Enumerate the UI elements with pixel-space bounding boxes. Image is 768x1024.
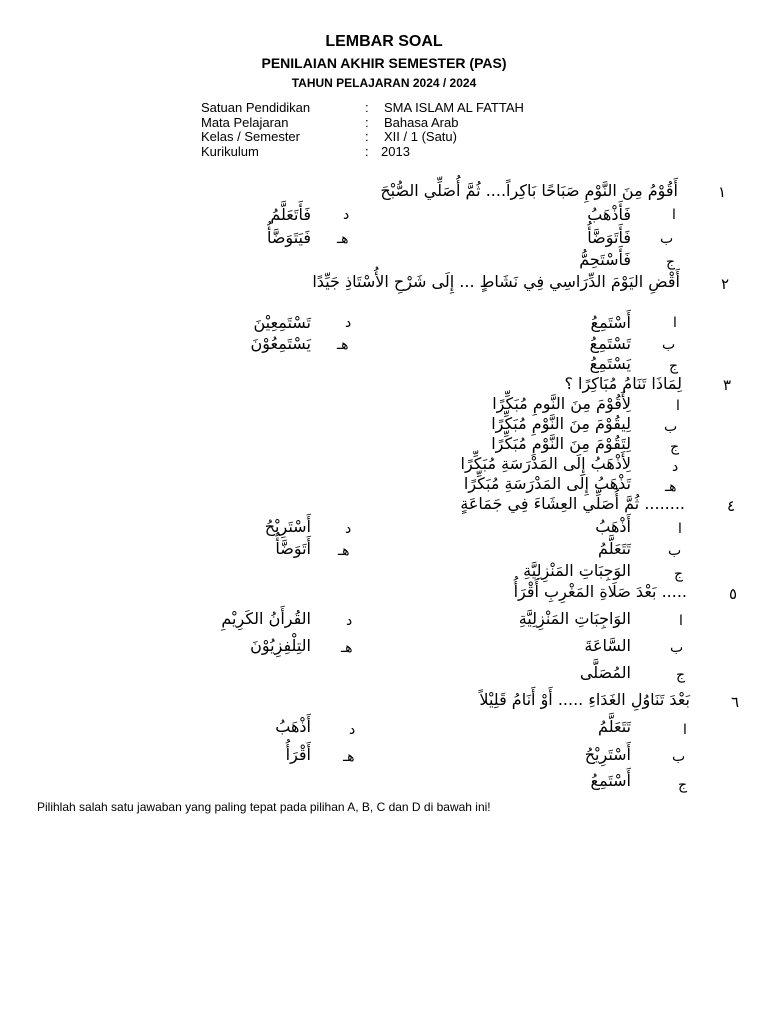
academic-year: TAHUN PELAJARAN 2024 / 2024 <box>291 76 477 90</box>
info-value-school: SMA ISLAM AL FATTAH <box>384 100 524 115</box>
question-number: ٤ <box>727 497 736 515</box>
option-letter: د <box>349 722 356 738</box>
option-text: أَسْتَرِيْحُ <box>264 517 311 536</box>
option-letter: هـ <box>341 640 353 656</box>
option-letter: ا <box>679 613 683 629</box>
option-letter: ا <box>676 398 680 414</box>
info-label-subject: Mata Pelajaran <box>201 115 289 130</box>
option-letter: ب <box>670 640 684 656</box>
option-letter: د <box>345 315 352 331</box>
info-sep: : <box>365 115 369 130</box>
question-number: ٦ <box>731 693 740 711</box>
option-letter: هـ <box>343 749 355 765</box>
option-letter: ج <box>670 439 680 455</box>
option-text: أَقْرَأُ <box>285 745 311 764</box>
info-sep: : <box>365 144 369 159</box>
option-text: التِلْفِزِيُوْنَ <box>250 636 311 655</box>
question-number: ١ <box>718 183 727 201</box>
option-letter: ب <box>672 749 686 765</box>
option-letter: ج <box>669 358 679 374</box>
option-text: السَّاعَةَ <box>584 636 631 655</box>
question-number: ٣ <box>723 376 732 394</box>
option-text: تَذْهَبُ إِلَى المَدْرَسَةِ مُبَكِّرًا <box>463 474 631 493</box>
option-letter: ج <box>674 566 684 582</box>
option-text: تَسْتَمِعُ <box>589 334 631 353</box>
option-letter: د <box>343 207 350 223</box>
option-text: أَتَوَضَّأُ <box>275 539 311 558</box>
option-letter: ا <box>673 315 677 331</box>
question-text: ........ ثُمَّ أُصَلِّي العِشَاءَ فِي جَمَاعَةٍ <box>460 494 685 513</box>
question-text: أَقْضِ اليَوْمَ الدِّرَاسِي فِي نَشَاطٍ ... إِلَى شَرْحِ الأُسْتَاذِ جَيِّدًا <box>312 272 680 291</box>
option-text: أَسْتَمِعُ <box>590 313 631 332</box>
option-letter: د <box>345 521 352 537</box>
option-letter: ا <box>678 521 682 537</box>
option-text: لِأَذْهَبُ إِلَى المَدْرَسَةِ مُبَكِّرًا <box>460 454 631 473</box>
option-letter: هـ <box>665 479 677 495</box>
option-letter: هـ <box>337 231 349 247</box>
option-text: أَسْتَمِعُ <box>590 771 631 790</box>
info-label-curriculum: Kurikulum <box>201 144 259 159</box>
info-value-curriculum: 2013 <box>381 144 410 159</box>
option-text: تَسْتَمِعِيْنَ <box>253 313 311 332</box>
option-text: أَذْهَبُ <box>275 717 311 736</box>
option-text: أَسْتَرِيْحُ <box>584 745 631 764</box>
question-text: أَقُوْمُ مِنَ النَّوْمِ صَبَاحًا بَاكِراً.... ثُمَّ أُصَلِّي الصُّبْحَ <box>380 181 678 200</box>
option-letter: د <box>346 613 353 629</box>
option-letter: ب <box>668 543 682 559</box>
option-text: الوَجِبَاتِ المَنْزِلِيَّةِ <box>523 561 631 580</box>
question-text: ..... بَعْدَ صَلَاةِ المَغْرِبِ أَقْرَأُ <box>513 582 687 601</box>
option-text: فَأَسْتَحِمُّ <box>579 250 631 269</box>
question-number: ٢ <box>721 275 730 293</box>
option-text: المُصَلَّى <box>579 663 631 682</box>
option-text: فَيَتَوَضَّأُ <box>266 228 311 247</box>
info-label-class: Kelas / Semester <box>201 129 300 144</box>
option-letter: ب <box>664 419 678 435</box>
option-text: لِتَقُوْمَ مِنَ النَّوْمِ مُبَكِّرًا <box>491 434 631 453</box>
option-text: القُرأَنُ الكَرِيْمِ <box>221 609 311 628</box>
option-letter: هـ <box>337 337 349 353</box>
option-text: الوَاجِبَاتِ المَنْزِلِيَّةِ <box>518 609 631 628</box>
option-text: يَسْتَمِعُوْنَ <box>250 334 311 353</box>
option-text: لِيقُوْمَ مِنَ النَّوْمِ مُبَكِّرًا <box>491 414 631 433</box>
info-sep: : <box>365 100 369 115</box>
option-text: تَتَعَلَّمُ <box>598 539 631 558</box>
option-letter: ا <box>672 207 676 223</box>
option-letter: ب <box>662 337 676 353</box>
option-text: فَأَتَعَلَّمُ <box>270 205 311 224</box>
question-text: بَعْدَ تَنَاوُلِ الغَدَاءِ ..... أَوْ أَنَامُ قَلِيْلاً <box>479 690 690 709</box>
info-label-school: Satuan Pendidikan <box>201 100 311 115</box>
option-text: فَأَذْهَبُ <box>587 205 631 224</box>
option-letter: د <box>672 459 679 475</box>
option-letter: ج <box>666 254 676 270</box>
option-text: تَتَعَلَّمُ <box>598 717 631 736</box>
info-value-class: XII / 1 (Satu) <box>384 129 457 144</box>
exam-subtitle: PENILAIAN AKHIR SEMESTER (PAS) <box>261 55 507 71</box>
option-letter: ب <box>660 231 674 247</box>
option-text: فَأَتَوَضَّأُ <box>587 228 631 247</box>
option-text: يَسْتَمِعُ <box>589 354 631 373</box>
question-number: ٥ <box>729 585 738 603</box>
question-text: لِمَاذَا تَنَامُ مُبَاكِرًا ؟ <box>564 374 682 393</box>
option-letter: ج <box>678 777 688 793</box>
option-text: أَذْهَبُ <box>595 517 631 536</box>
info-sep: : <box>365 129 369 144</box>
option-letter: ا <box>683 722 687 738</box>
instruction-text: Pilihlah salah satu jawaban yang paling tepat pada pilihan A, B, C dan D di bawah ini! <box>37 800 491 814</box>
info-value-subject: Bahasa Arab <box>384 115 459 130</box>
page-title: LEMBAR SOAL <box>325 33 443 50</box>
option-text: لِأَقُوْمَ مِنَ النَّومِ مُبَكِّرًا <box>492 394 631 413</box>
option-letter: هـ <box>338 543 350 559</box>
option-letter: ج <box>676 667 686 683</box>
